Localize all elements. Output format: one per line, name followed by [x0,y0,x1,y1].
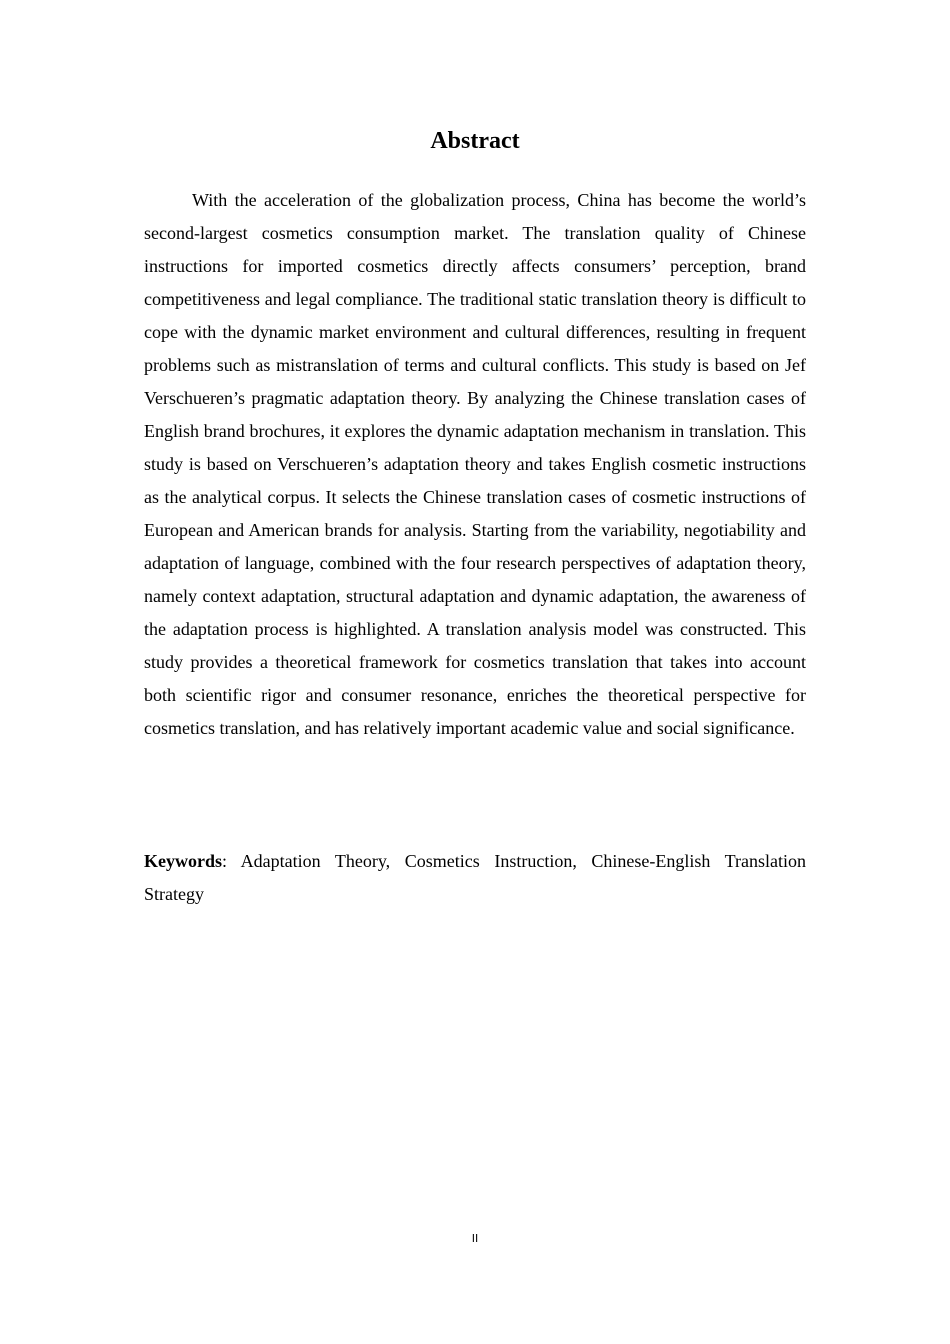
abstract-paragraph: With the acceleration of the globalization process, China has become the world’s second-largest cosmetics consumption market. The translation quality of Chinese instructions for imported cosmetics directly affects consumers’ perception, brand competitiveness and legal compliance. The traditional static translation theory is difficult to cope with the dynamic market environment and cultural differences, resulting in frequent problems such as mistranslation of terms and cultural conflicts. This study is based on Jef Verschueren’s pragmatic adaptation theory. By analyzing the Chinese translation cases of English brand brochures, it explores the dynamic adaptation mechanism in translation. This study is based on Verschueren’s adaptation theory and takes English cosmetic instructions as the analytical corpus. It selects the Chinese translation cases of cosmetic instructions of European and American brands for analysis. Starting from the variability, negotiability and adaptation of language, combined with the four research perspectives of adaptation theory, namely context adaptation, structural adaptation and dynamic adaptation, the awareness of the adaptation process is highlighted. A translation analysis model was constructed. This study provides a theoretical framework for cosmetics translation that takes into account both scientific rigor and consumer resonance, enriches the theoretical perspective for cosmetics translation, and has relatively important academic value and social significance. [144,190,806,738]
page-number: II [471,1232,479,1245]
abstract-title: Abstract [430,128,520,154]
keywords-paragraph [144,845,806,911]
keywords-separator: : [222,851,241,871]
keywords-text: Adaptation Theory, Cosmetics Instruction, Chinese-English Translation Strategy [144,851,807,904]
keywords-label: Keywords [144,851,222,871]
